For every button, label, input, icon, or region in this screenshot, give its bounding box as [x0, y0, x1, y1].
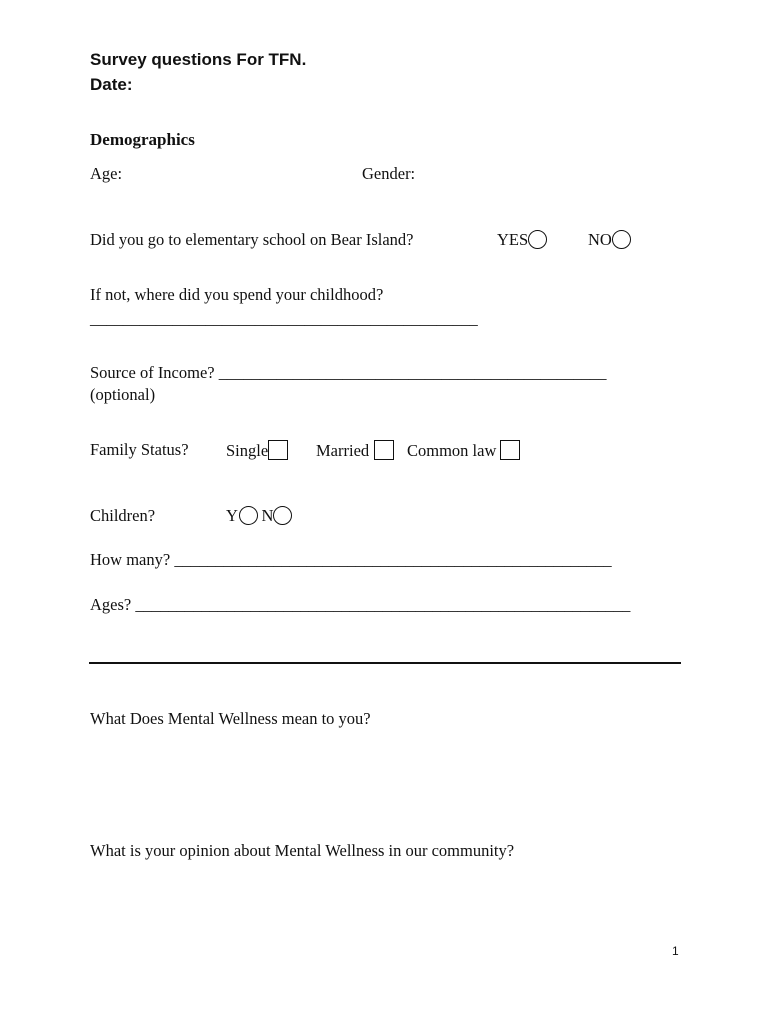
question-community-opinion: What is your opinion about Mental Wellness in our community?: [90, 841, 515, 860]
how-many-label: How many?: [90, 550, 171, 569]
children-label: Children?: [90, 506, 156, 525]
gender-label: Gender:: [362, 164, 416, 183]
how-many-question: [90, 550, 612, 570]
elementary-school-question: Did you go to elementary school on Bear Island?: [90, 230, 414, 249]
childhood-question: If not, where did you spend your childhood?: [90, 285, 384, 304]
married-label: Married: [316, 441, 370, 460]
no-radio-circle-icon[interactable]: [612, 230, 631, 249]
children-yes-radio-circle-icon[interactable]: [239, 506, 258, 525]
common-law-checkbox[interactable]: [500, 440, 520, 460]
family-option-married[interactable]: [316, 440, 394, 461]
date-label: Date:: [90, 75, 133, 94]
married-checkbox[interactable]: [374, 440, 394, 460]
income-optional-note: (optional): [90, 385, 156, 404]
children-yes-label: Y: [226, 506, 238, 525]
income-answer-line[interactable]: _______________________________________________: [218, 363, 607, 382]
children-no-radio-circle-icon[interactable]: [273, 506, 292, 525]
yes-option[interactable]: [497, 230, 547, 250]
how-many-answer-line[interactable]: _____________________________________________________: [174, 550, 612, 569]
income-label: Source of Income?: [90, 363, 215, 382]
no-option[interactable]: [588, 230, 631, 250]
yes-radio-circle-icon[interactable]: [528, 230, 547, 249]
ages-answer-line[interactable]: ____________________________________________________________: [135, 595, 631, 614]
family-option-common-law[interactable]: [407, 440, 520, 461]
family-status-label: Family Status?: [90, 440, 189, 459]
page-number: 1: [672, 944, 679, 958]
section-heading-demographics: Demographics: [90, 130, 195, 149]
ages-question: [90, 595, 630, 615]
section-divider: [89, 662, 681, 664]
children-options: [226, 506, 292, 526]
no-label: NO: [588, 230, 612, 249]
age-label: Age:: [90, 164, 123, 183]
question-mental-wellness-meaning: What Does Mental Wellness mean to you?: [90, 709, 371, 728]
single-checkbox[interactable]: [268, 440, 288, 460]
common-law-label: Common law: [407, 441, 497, 460]
family-option-single[interactable]: [226, 440, 288, 461]
survey-title: Survey questions For TFN.: [90, 50, 307, 69]
ages-label: Ages?: [90, 595, 132, 614]
children-no-label: N: [261, 506, 274, 525]
yes-label: YES: [497, 230, 529, 249]
single-label: Single: [226, 441, 269, 460]
childhood-answer-line[interactable]: _______________________________________________: [90, 309, 478, 328]
income-question: [90, 363, 607, 383]
